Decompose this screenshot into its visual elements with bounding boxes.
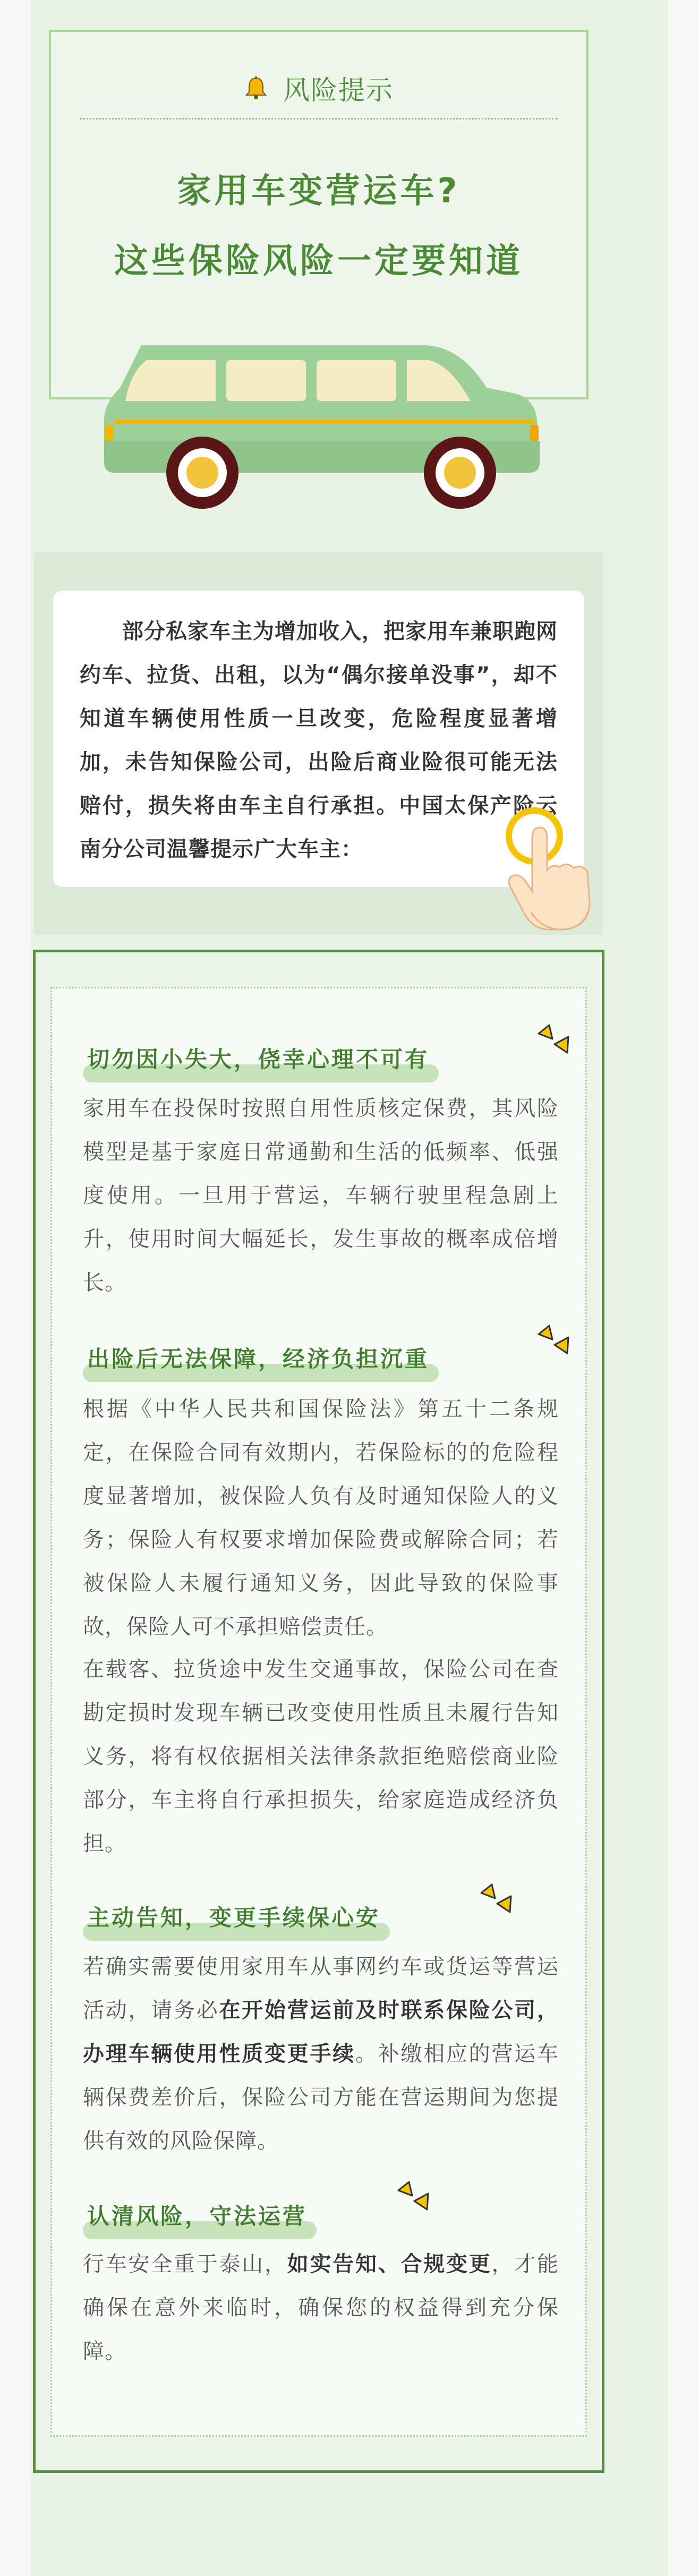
sparkle-icon	[476, 1880, 518, 1917]
section-2-paragraph: 在载客、拉货途中发生交通事故，保险公司在查勘定损时发现车辆已改变使用性质且未履行告知义务，将有权依据相关法律条款拒绝赔偿商业险部分，车主将自行承担损失，给家庭造成经济负担。	[83, 1657, 559, 1856]
risk-tag-label: 风险提示	[283, 75, 394, 106]
divider	[80, 118, 558, 120]
section-2-law-paragraph: 根据《中华人民共和国保险法》第五十二条规定，在保险合同有效期内，若保险标的的危险程度显著增加，被保险人负有及时通知保险人的义务；保险人有权要求增加保险费或解除合同；若被保险人未履行通知义务，因此导致的保险事故，保险人可不承担赔偿责任。	[83, 1397, 559, 1639]
section-title-2: 出险后无法保障，经济负担沉重	[87, 1342, 429, 1384]
bell-icon	[244, 76, 268, 100]
sparkle-icon	[393, 2178, 436, 2215]
car-illustration	[93, 340, 572, 515]
pointing-hand-icon	[499, 806, 606, 934]
intro-text: 部分私家车主为增加收入，把家用车兼职跑网约车、拉货、出租，以为“偶尔接单没事”，却不知道车辆使用性质一旦改变，危险程度显著增加，未告知保险公司，出险后商业险很可能无法赔付，损失将由车主自行承担。中国太保产险云南分公司温馨提示广大车主：	[80, 619, 558, 861]
page-title-line-2: 这些保险风险一定要知道	[114, 242, 523, 281]
risk-tag	[51, 69, 586, 107]
section-3-paragraph: 若确实需要使用家用车从事网约车或货运等营运活动，请务必在开始营运前及时联系保险公司，办理车辆使用性质变更手续。补缴相应的营运车辆保费差价后，保险公司方能在营运期间为您提供有效的风险保障。	[83, 1955, 559, 2153]
emphasis-text: 在开始营运前及时联系保险公司，办理车辆使用性质变更手续	[83, 1998, 559, 2066]
sparkle-icon	[533, 1021, 576, 1058]
section-title-4: 认清风险，守法运营	[87, 2199, 307, 2241]
page-title-line-1: 家用车变营运车?	[177, 172, 461, 211]
sparkle-icon	[533, 1321, 576, 1359]
section-title-1: 切勿因小失大，侥幸心理不可有	[87, 1042, 429, 1085]
section-4-paragraph: 行车安全重于泰山，如实告知、合规变更，才能确保在意外来临时，确保您的权益得到充分保障。	[83, 2252, 559, 2364]
section-title-3: 主动告知，变更手续保心安	[87, 1900, 380, 1943]
section-1-paragraph: 家用车在投保时按照自用性质核定保费，其风险模型是基于家庭日常通勤和生活的低频率、低强度使用。一旦用于营运，车辆行驶里程急剧上升，使用时间大幅延长，发生事故的概率成倍增长。	[83, 1096, 559, 1295]
emphasis-text: 如实告知、合规变更	[287, 2252, 492, 2276]
